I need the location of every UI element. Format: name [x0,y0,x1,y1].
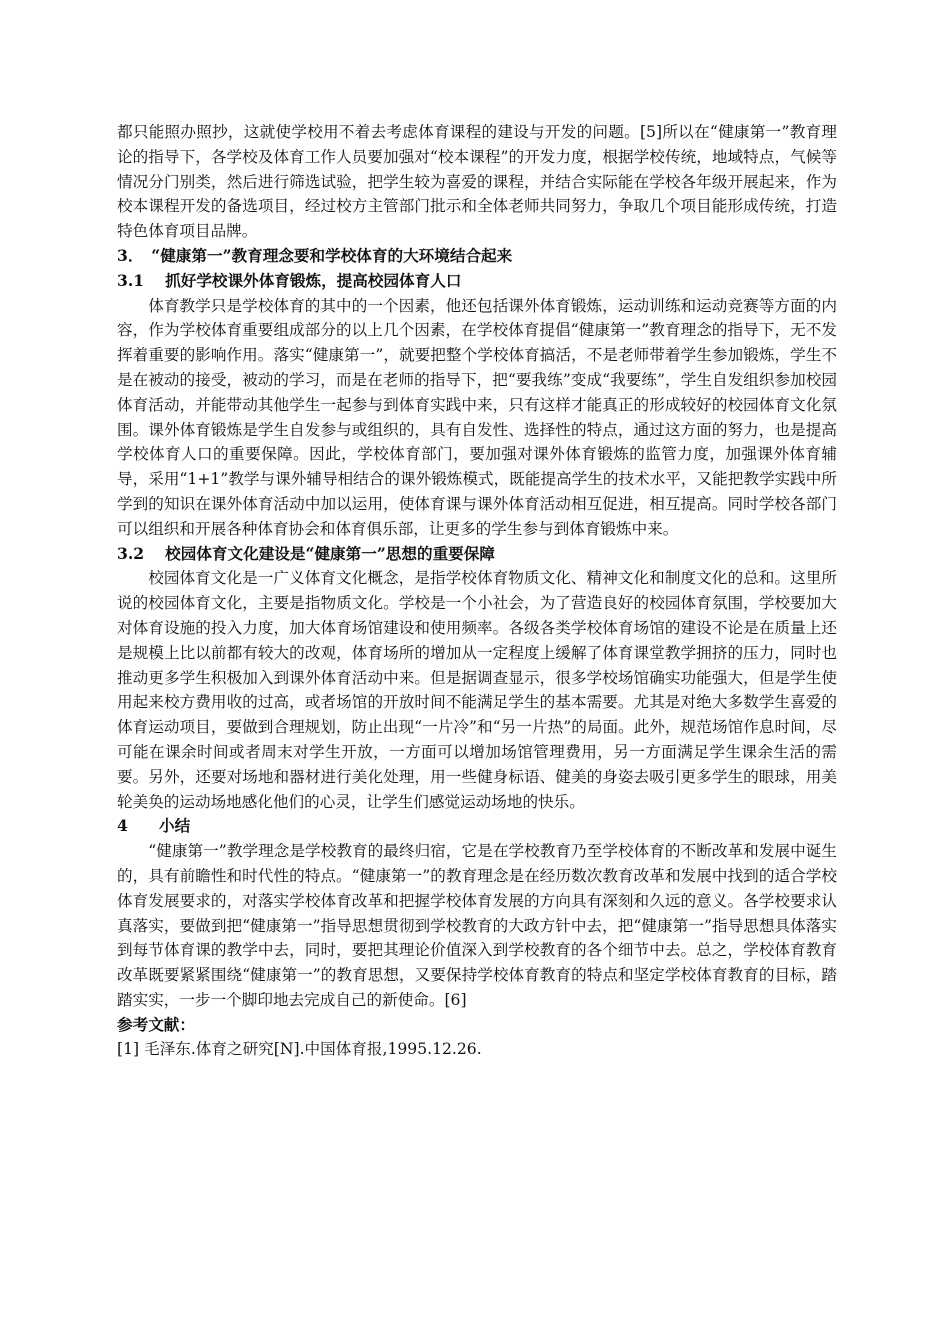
section-3-1-heading: 3.1 抓好学校课外体育锻炼，提高校园体育人口 [117,270,462,290]
section-4-heading: 4 小结 [117,816,191,836]
section-3-1-paragraph: 体育教学只是学校体育的其中的一个因素，他还包括课外体育锻炼，运动训练和运动竞赛等方面的内容，作为学校体育重要组成部分的以上几个因素，在学校体育提倡“健康第一”教育理念的指导下，无不发挥着重要的影响作用。落实“健康第一”，就要把整个学校体育搞活，不是老师带着学生参加锻炼，学生不是在被动的接受，被动的学习，而是在老师的指导下，把“要我练”变成“我要练”，学生自发组织参加校园体育活动，并能带动其他学生一起参与到体育实践中来，只有这样才能真正的形成较好的校园体育文化氛围。课外体育锻炼是学生自发参与或组织的，具有自发性、选择性的特点，通过这方面的努力，也是提高学校体育人口的重要保障。因此，学校体育部门，要加强对课外体育锻炼的监管力度，加强课外体育辅导，采用“1+1”教学与课外辅导相结合的课外锻炼模式，既能提高学生的技术水平，又能把教学实践中所学到的知识在课外体育活动中加以运用，使体育课与课外体育活动相互促进，相互提高。同时学校各部门可以组织和开展各种体育协会和体育俱乐部，让更多的学生参与到体育锻炼中来。 [117,296,837,538]
section-3-heading: 3． “健康第一”教育理念要和学校体育的大环境结合起来 [117,245,513,265]
reference-item: [1] 毛泽东.体育之研究[N].中国体育报,1995.12.26. [117,1040,482,1059]
section-3-2-heading: 3.2 校园体育文化建设是“健康第一”思想的重要保障 [117,543,495,563]
section-3-2-paragraph: 校园体育文化是一广义体育文化概念，是指学校体育物质文化、精神文化和制度文化的总和。这里所说的校园体育文化，主要是指物质文化。学校是一个小社会，为了营造良好的校园体育氛围，学校要加大对体育设施的投入力度，加大体育场馆建设和使用频率。各级各类学校体育场馆的建设不论是在质量上还是规模上比以前都有较大的改观，体育场所的增加从一定程度上缓解了体育课堂教学拥挤的压力，同时也推动更多学生积极加入到课外体育活动中来。但是据调查显示，很多学校场馆确实功能强大，但是学生使用起来校方费用收的过高，或者场馆的开放时间不能满足学生的基本需要。尤其是对绝大多数学生喜爱的体育运动项目，要做到合理规划，防止出现“一片冷”和“另一片热”的局面。此外，规范场馆作息时间，尽可能在课余时间或者周末对学生开放，一方面可以增加场馆管理费用，另一方面满足学生课余生活的需要。另外，还要对场地和器材进行美化处理，用一些健身标语、健美的身姿去吸引更多学生的眼球，用美轮美奂的运动场地感化他们的心灵，让学生们感觉运动场地的快乐。 [117,569,837,811]
article-body [117,120,837,1062]
section-4-paragraph: “健康第一”教学理念是学校教育的最终归宿，它是在学校教育乃至学校体育的不断改革和发展中诞生的，具有前瞻性和时代性的特点。“健康第一”的教育理念是在经历数次教育改革和发展中找到的适合学校体育发展要求的，对落实学校体育改革和把握学校体育发展的方向具有深刻和久远的意义。各学校要求认真落实，要做到把“健康第一”指导思想贯彻到学校教育的大政方针中去，把“健康第一”指导思想具体落实到每节体育课的教学中去，同时，要把其理论价值深入到学校教育的各个细节中去。总之，学校体育教育改革既要紧紧围绕“健康第一”的教育思想，又要保持学校体育教育的特点和坚定学校体育教育的目标，踏踏实实，一步一个脚印地去完成自己的新使命。[6] [117,842,837,1009]
references-title: 参考文献： [117,1014,195,1034]
intro-paragraph: 都只能照办照抄，这就使学校用不着去考虑体育课程的建设与开发的问题。[5]所以在“健康第一”教育理论的指导下，各学校及体育工作人员要加强对“校本课程”的开发力度，根据学校传统，地域特点，气候等情况分门别类，然后进行筛选试验，把学生较为喜爱的课程，并结合实际能在学校各年级开展起来，作为校本课程开发的备选项目，经过校方主管部门批示和全体老师共同努力，争取几个项目能形成传统，打造特色体育项目品牌。 [117,123,837,241]
